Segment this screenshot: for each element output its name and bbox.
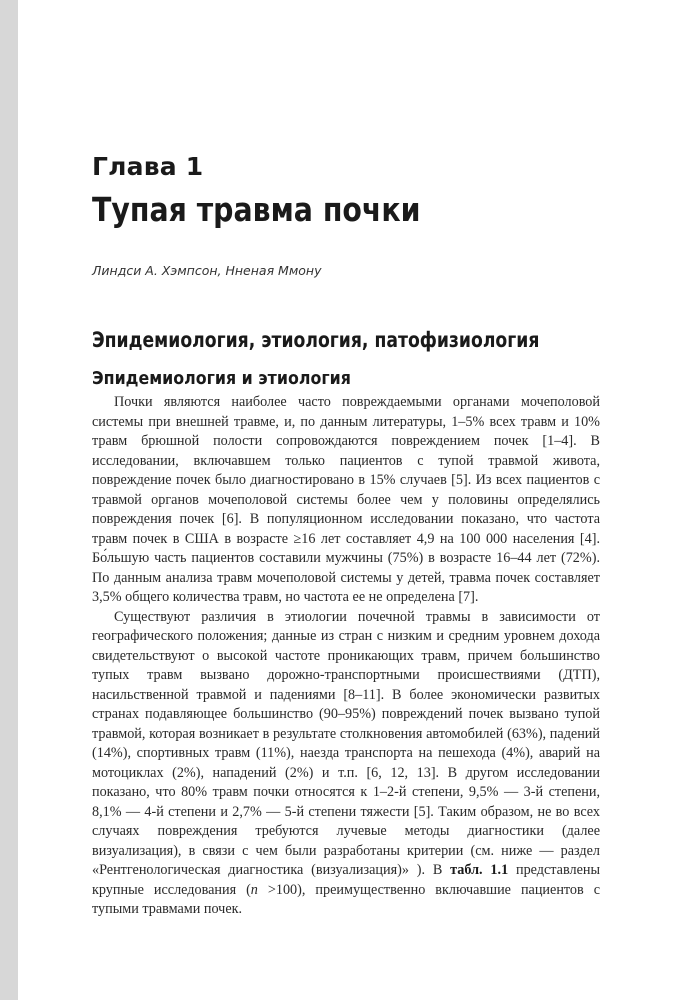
paragraph-2 [92,608,600,920]
book-page [92,0,600,1000]
section-heading: Эпидемиология, этиология, патофизиология [92,328,540,352]
paragraph-2-part-a: Существуют различия в этиологии почечной травмы в зависимости от географического положения; данные из стран с низким и средним уровнем дохода свидетельствуют о высокой частоте проникающих травм, причем большинство тупых травм вызвано дорожно-транспортными происшествиями (ДТП), насильственной травмой и падениями [8–11]. В более экономически развитых странах подавляющее большинство (90–95%) повреждений почек вызвано тупой травмой, которая возникает в результате столкновения автомобилей (63%), падений (14%), спортивных травм (11%), наезда транспорта на пешехода (4%), аварий на мотоциклах (2%), нападений (2%) и т.п. [6, 12, 13]. В другом исследовании показано, что 80% травм почки относятся к 1–2-й степени, 9,5% — 3-й степени, 8,1% — 4-й степени и 2,7% — 5-й степени тяжести [5]. Таким образом, не во всех случаях повреждения требуются лучевые методы диагностики (далее визуализация), в связи с чем были разработаны критерии (см. ниже — раздел «Рентгенологическая диагностика (визуализация)» ). В [92,608,600,878]
paragraph-2-part-b: представлены крупные исследования ( [92,862,600,898]
chapter-title: Тупая травма почки [92,190,421,229]
paragraph-2-part-c: >100), преимущественно включавшие пациентов с тупыми травмами почек. [92,881,600,917]
body-text [92,393,600,920]
subsection-heading: Эпидемиология и этиология [92,368,351,389]
n-symbol: n [250,881,258,898]
table-reference: табл. 1.1 [450,862,509,878]
page-edge-shade [0,0,18,1000]
chapter-authors: Линдси А. Хэмпсон, Нненая Ммону [92,263,322,278]
paragraph-1: Почки являются наиболее часто повреждаемыми органами мочеполовой системы при внешней травме, и, по данным литературы, 1–5% всех травм и 10% травм брюшной полости сопровождаются повреждением почек [1–4]. В исследовании, включавшем только пациентов с тупой травмой живота, повреждение почек было диагностировано в 15% случаев [5]. Из всех пациентов с травмой органов мочеполовой системы более чем у половины определялись повреждения почек [6]. В популяционном исследовании показано, что частота травм почек в США в возрасте ≥16 лет составляет 4,9 на 100 000 населения [4]. Бо́льшую часть пациентов составили мужчины (75%) в возрасте 16–44 лет (72%). По данным анализа травм мочеполовой системы у детей, травма почек составляет 3,5% общего количества травм, но частота ее не определена [7]. [92,394,600,605]
chapter-number: Глава 1 [92,152,204,181]
